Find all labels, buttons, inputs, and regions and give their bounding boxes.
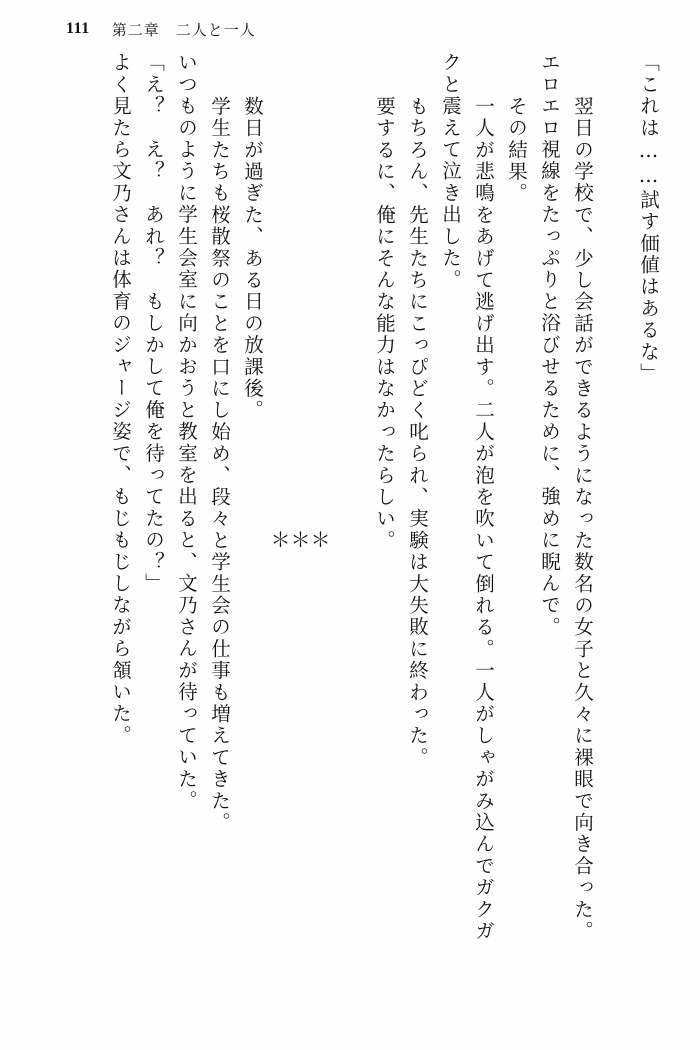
text-column: よく見たら文乃さんは体育のジャージ姿で、もじもじしながら頷いた。 <box>109 52 132 747</box>
text-column: 一人が悲鳴をあげて逃げ出す。二人が泡を吹いて倒れる。一人がしゃがみ込んでガクガ <box>472 74 495 942</box>
text-column: 「これは……試す価値はあるな」 <box>637 52 660 385</box>
text-column: 学生たちも桜散祭のことを口にし始め、段々と学生会の仕事も増えてきた。 <box>208 74 231 834</box>
page-number: 111 <box>66 20 90 37</box>
text-column <box>331 52 361 1007</box>
star-mark: ＊ <box>267 528 289 549</box>
text-column: 「え？ え？ あれ？ もしかして俺を待ってたの？」 <box>142 52 165 595</box>
scene-break-separator <box>267 52 329 1007</box>
page-header <box>0 14 700 44</box>
vertical-text-body <box>42 52 658 1020</box>
text-column: 数日が過ぎた、ある日の放課後。 <box>241 74 264 422</box>
star-mark: ＊ <box>307 528 329 549</box>
text-column: 要するに、俺にそんな能力はなかったらしい。 <box>373 74 396 552</box>
text-column: もちろん、先生たちにこっぴどく叱られ、実験は大失敗に終わった。 <box>406 74 429 769</box>
chapter-title: 第二章 二人と一人 <box>111 20 256 39</box>
text-column: その結果。 <box>505 74 528 205</box>
text-column: 翌日の学校で、少し会話ができるようになった数名の女子と久々に裸眼で向き合った。 <box>571 74 594 942</box>
star-mark: ＊ <box>287 528 309 549</box>
text-column <box>595 52 625 1007</box>
text-column: クと震えて泣き出した。 <box>439 52 462 291</box>
text-column: いつものように学生会室に向かおうと教室を出ると、文乃さんが待っていた。 <box>175 52 198 812</box>
text-column: エロエロ視線をたっぷりと浴びせるために、強めに睨んで。 <box>538 52 561 638</box>
